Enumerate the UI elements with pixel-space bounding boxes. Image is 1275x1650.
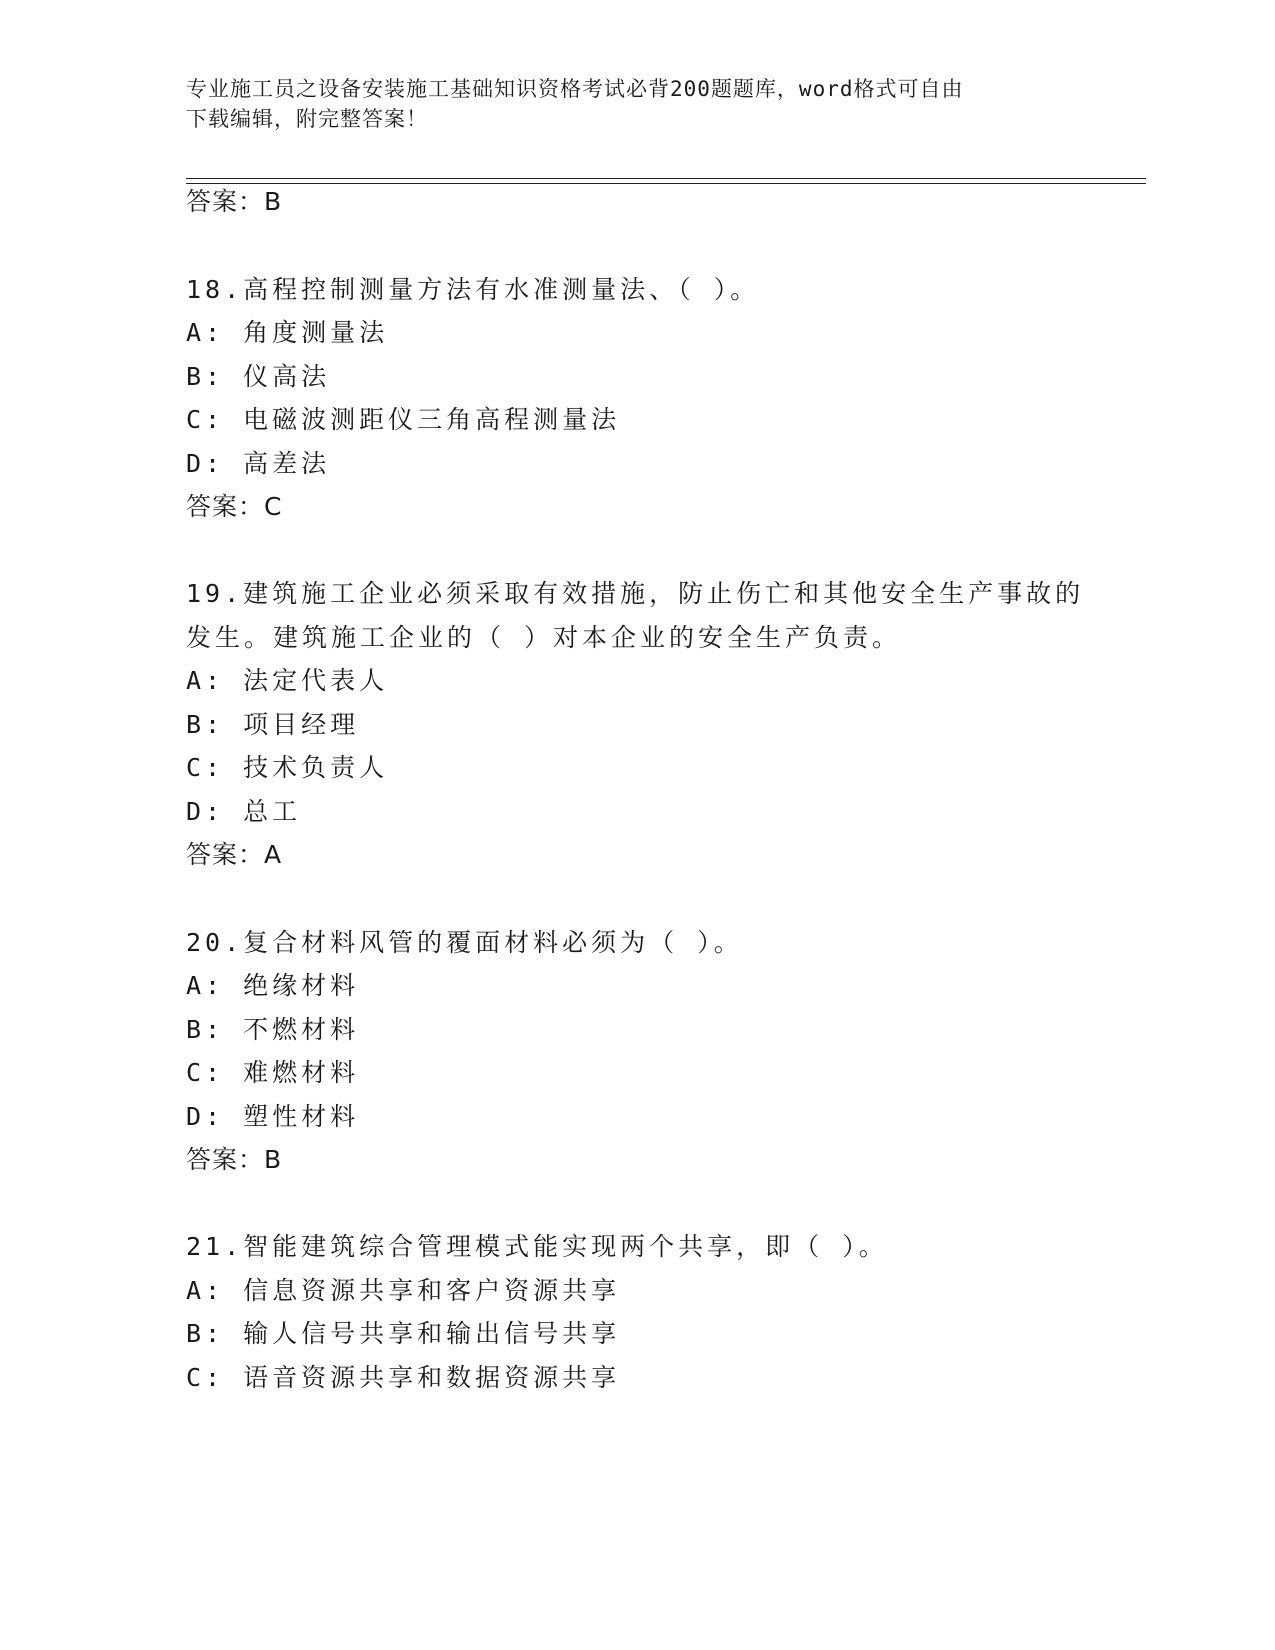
header-line-2: 下载编辑，附完整答案！ [186,107,428,131]
question-18-option-c: C: 电磁波测距仪三角高程测量法 [186,405,621,434]
question-20-stem: 20.复合材料风管的覆面材料必须为（ ）。 [186,928,743,957]
question-21-option-b: B: 输人信号共享和输出信号共享 [186,1319,621,1348]
header-divider-top [186,178,1146,179]
answer-20: 答案：B [186,1145,283,1174]
question-20-option-d: D: 塑性材料 [186,1102,360,1131]
question-21-stem: 21.智能建筑综合管理模式能实现两个共享，即（ ）。 [186,1232,888,1261]
question-21-option-a: A: 信息资源共享和客户资源共享 [186,1276,621,1305]
question-18-option-b: B: 仪高法 [186,362,331,391]
answer-19: 答案：A [186,840,283,869]
answer-17: 答案：B [186,187,283,216]
question-19-stem-line-2: 发生。建筑施工企业的（ ）对本企业的安全生产负责。 [186,623,902,652]
header-divider-bottom [186,183,1146,184]
answer-18: 答案：C [186,492,283,521]
question-21-option-c: C: 语音资源共享和数据资源共享 [186,1363,621,1392]
page-header [186,74,1066,134]
question-19-option-d: D: 总工 [186,797,302,826]
question-20-option-c: C: 难燃材料 [186,1058,360,1087]
question-18-option-a: A: 角度测量法 [186,318,389,347]
question-19-option-b: B: 项目经理 [186,710,360,739]
question-20-option-b: B: 不燃材料 [186,1015,360,1044]
question-19-stem-line-1: 19.建筑施工企业必须采取有效措施，防止伤亡和其他安全生产事故的 [186,579,1085,608]
question-20-option-a: A: 绝缘材料 [186,971,360,1000]
header-line-1: 专业施工员之设备安装施工基础知识资格考试必背200题题库，word格式可自由 [186,77,964,101]
question-18-stem: 18.高程控制测量方法有水准测量法、（ ）。 [186,275,760,304]
question-19-option-c: C: 技术负责人 [186,753,389,782]
question-19-option-a: A: 法定代表人 [186,666,389,695]
question-18-option-d: D: 高差法 [186,449,331,478]
